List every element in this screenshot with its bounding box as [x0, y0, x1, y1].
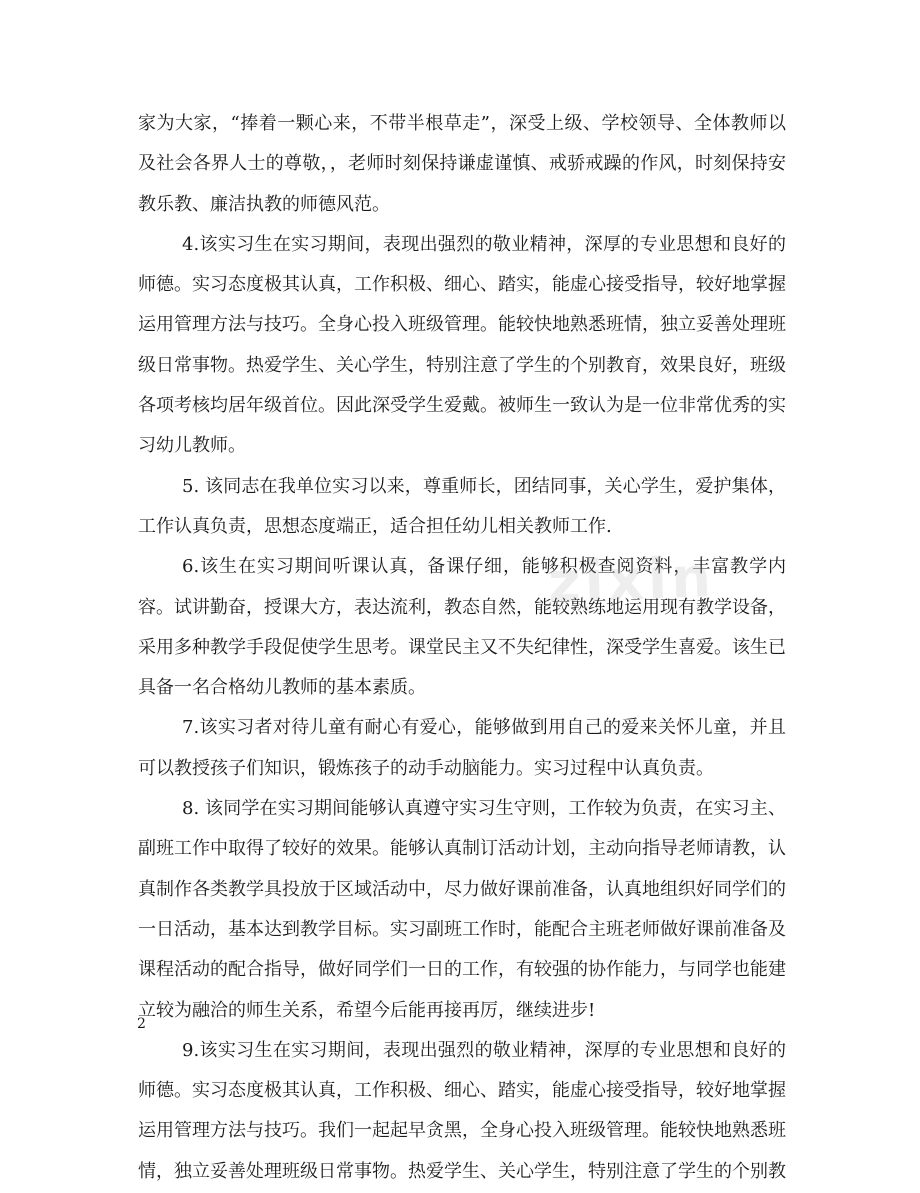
watermark: zixin	[546, 545, 717, 616]
paragraph-item-8: 8. 该同学在实习期间能够认真遵守实习生守则，工作较为负责，在实习主、副班工作中取得了较好的效果。能够认真制订活动计划，主动向指导老师请教，认真制作各类教学具投放于区域活动中，尽力做好课前准备，认真地组织好同学们的一日活动，基本达到教学目标。实习副班工作时，能配合主班老师做好课前准备及课程活动的配合指导，做好同学们一日的工作，有较强的协作能力，与同学也能建立较为融洽的师生关系，希望今后能再接再厉，继续进步!	[138, 798, 786, 1021]
document-body	[138, 104, 786, 1192]
paragraph-item-4: 4.该实习生在实习期间，表现出强烈的敬业精神，深厚的专业思想和良好的师德。实习态度极其认真，工作积极、细心、踏实，能虚心接受指导，较好地掌握运用管理方法与技巧。全身心投入班级管理。能较快地熟悉班情，独立妥善处理班级日常事物。热爱学生、关心学生，特别注意了学生的个别教育，效果良好，班级各项考核均居年级首位。因此深受学生爱戴。被师生一致认为是一位非常优秀的实习幼儿教师。	[138, 233, 786, 457]
paragraph-item-7: 7.该实习者对待儿童有耐心有爱心，能够做到用自己的爱来关怀儿童，并且可以教授孩子们知识，锻炼孩子的动手动脑能力。实习过程中认真负责。	[138, 717, 786, 779]
paragraph-item-9: 9.该实习生在实习期间，表现出强烈的敬业精神，深厚的专业思想和良好的师德。实习态度极其认真，工作积极、细心、踏实，能虚心接受指导，较好地掌握运用管理方法与技巧。我们一起起早贪黑，全身心投入班级管理。能较快地熟悉班情，独立妥善处理班级日常事物。热爱学生、关心学生，特别注意了学生的个别教	[138, 1039, 786, 1182]
paragraph-item-6: 6.该生在实习期间听课认真，备课仔细，能够积极查阅资料，丰富教学内容。试讲勤奋，授课大方，表达流利，教态自然，能较熟练地运用现有教学设备，采用多种教学手段促使学生思考。课堂民主又不失纪律性，深受学生喜爱。该生已具备一名合格幼儿教师的基本素质。	[138, 556, 786, 699]
paragraph-continuation: 家为大家，“捧着一颗心来，不带半根草走”，深受上级、学校领导、全体教师以及社会各界人士的尊敬，，老师时刻保持谦虚谨慎、戒骄戒躁的作风，时刻保持安教乐教、廉洁执教的师德风范。	[138, 113, 786, 215]
page-number: 2	[137, 1016, 146, 1032]
paragraph-item-5: 5. 该同志在我单位实习以来，尊重师长，团结同事，关心学生，爱护集体，工作认真负责，思想态度端正，适合担任幼儿相关教师工作.	[138, 475, 786, 537]
